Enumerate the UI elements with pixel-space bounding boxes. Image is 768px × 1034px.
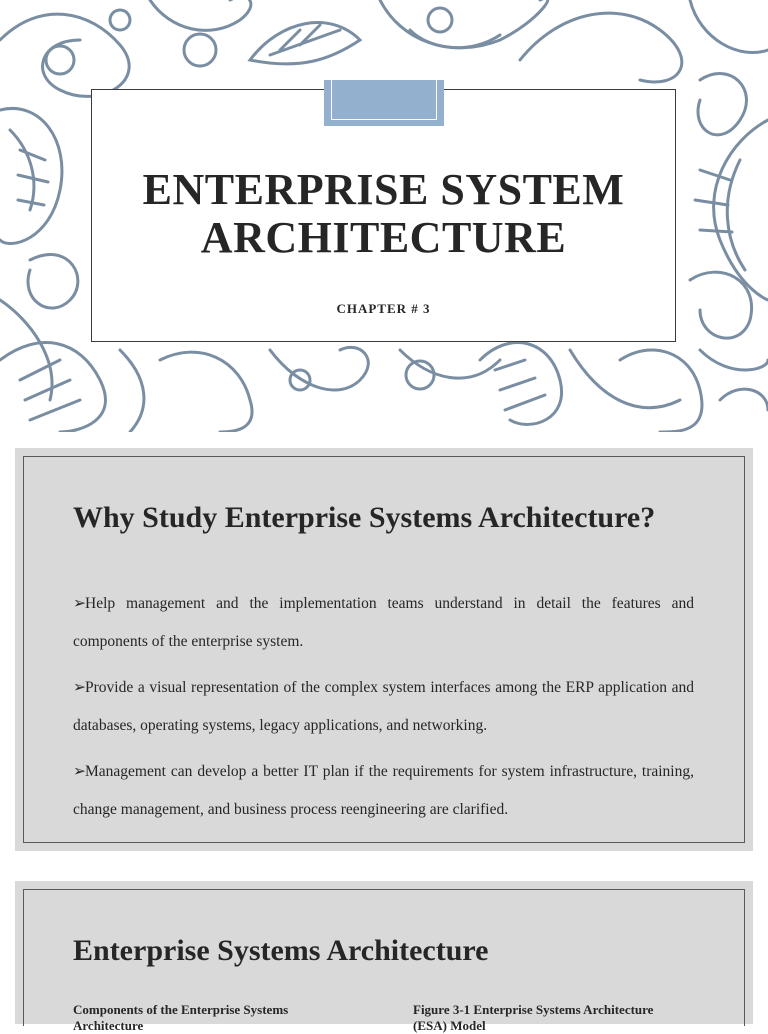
title-tab-decoration (324, 80, 444, 126)
bullet-item (73, 753, 694, 829)
slide-heading: Enterprise Systems Architecture (73, 934, 489, 967)
slide-frame (23, 889, 745, 1033)
why-study-slide (15, 448, 753, 851)
components-caption: Components of the Enterprise Systems Architecture (73, 1002, 289, 1033)
chapter-subtitle: CHAPTER # 3 (336, 301, 431, 316)
bullet-text: Management can develop a better IT plan if the requirements for system infrastructure, training, change management, and business process reengineering are clarified. (73, 763, 694, 818)
slide-frame (23, 456, 745, 843)
esa-slide (15, 881, 753, 1033)
slide-heading: Why Study Enterprise Systems Architecture? (73, 501, 656, 534)
title-slide (0, 0, 768, 432)
bullet-list (73, 585, 694, 837)
title-line-2: ARCHITECTURE (200, 213, 567, 262)
arrowhead-bullet-icon: ➢ (73, 595, 86, 612)
bullet-item (73, 585, 694, 661)
arrowhead-bullet-icon: ➢ (73, 679, 86, 696)
presentation-title (92, 166, 675, 262)
figure-caption: Figure 3-1 Enterprise Systems Architecture (ESA) Model (413, 1002, 654, 1033)
bullet-item (73, 669, 694, 745)
bullet-text: Provide a visual representation of the complex system interfaces among the ERP application and databases, operating systems, legacy applications, and networking. (73, 679, 694, 734)
title-card (91, 89, 676, 342)
arrowhead-bullet-icon: ➢ (73, 763, 86, 780)
title-tab-inner-border (331, 80, 437, 120)
bullet-text: Help management and the implementation teams understand in detail the features and components of the enterprise system. (73, 595, 694, 650)
title-line-1: ENTERPRISE SYSTEM (142, 165, 625, 214)
